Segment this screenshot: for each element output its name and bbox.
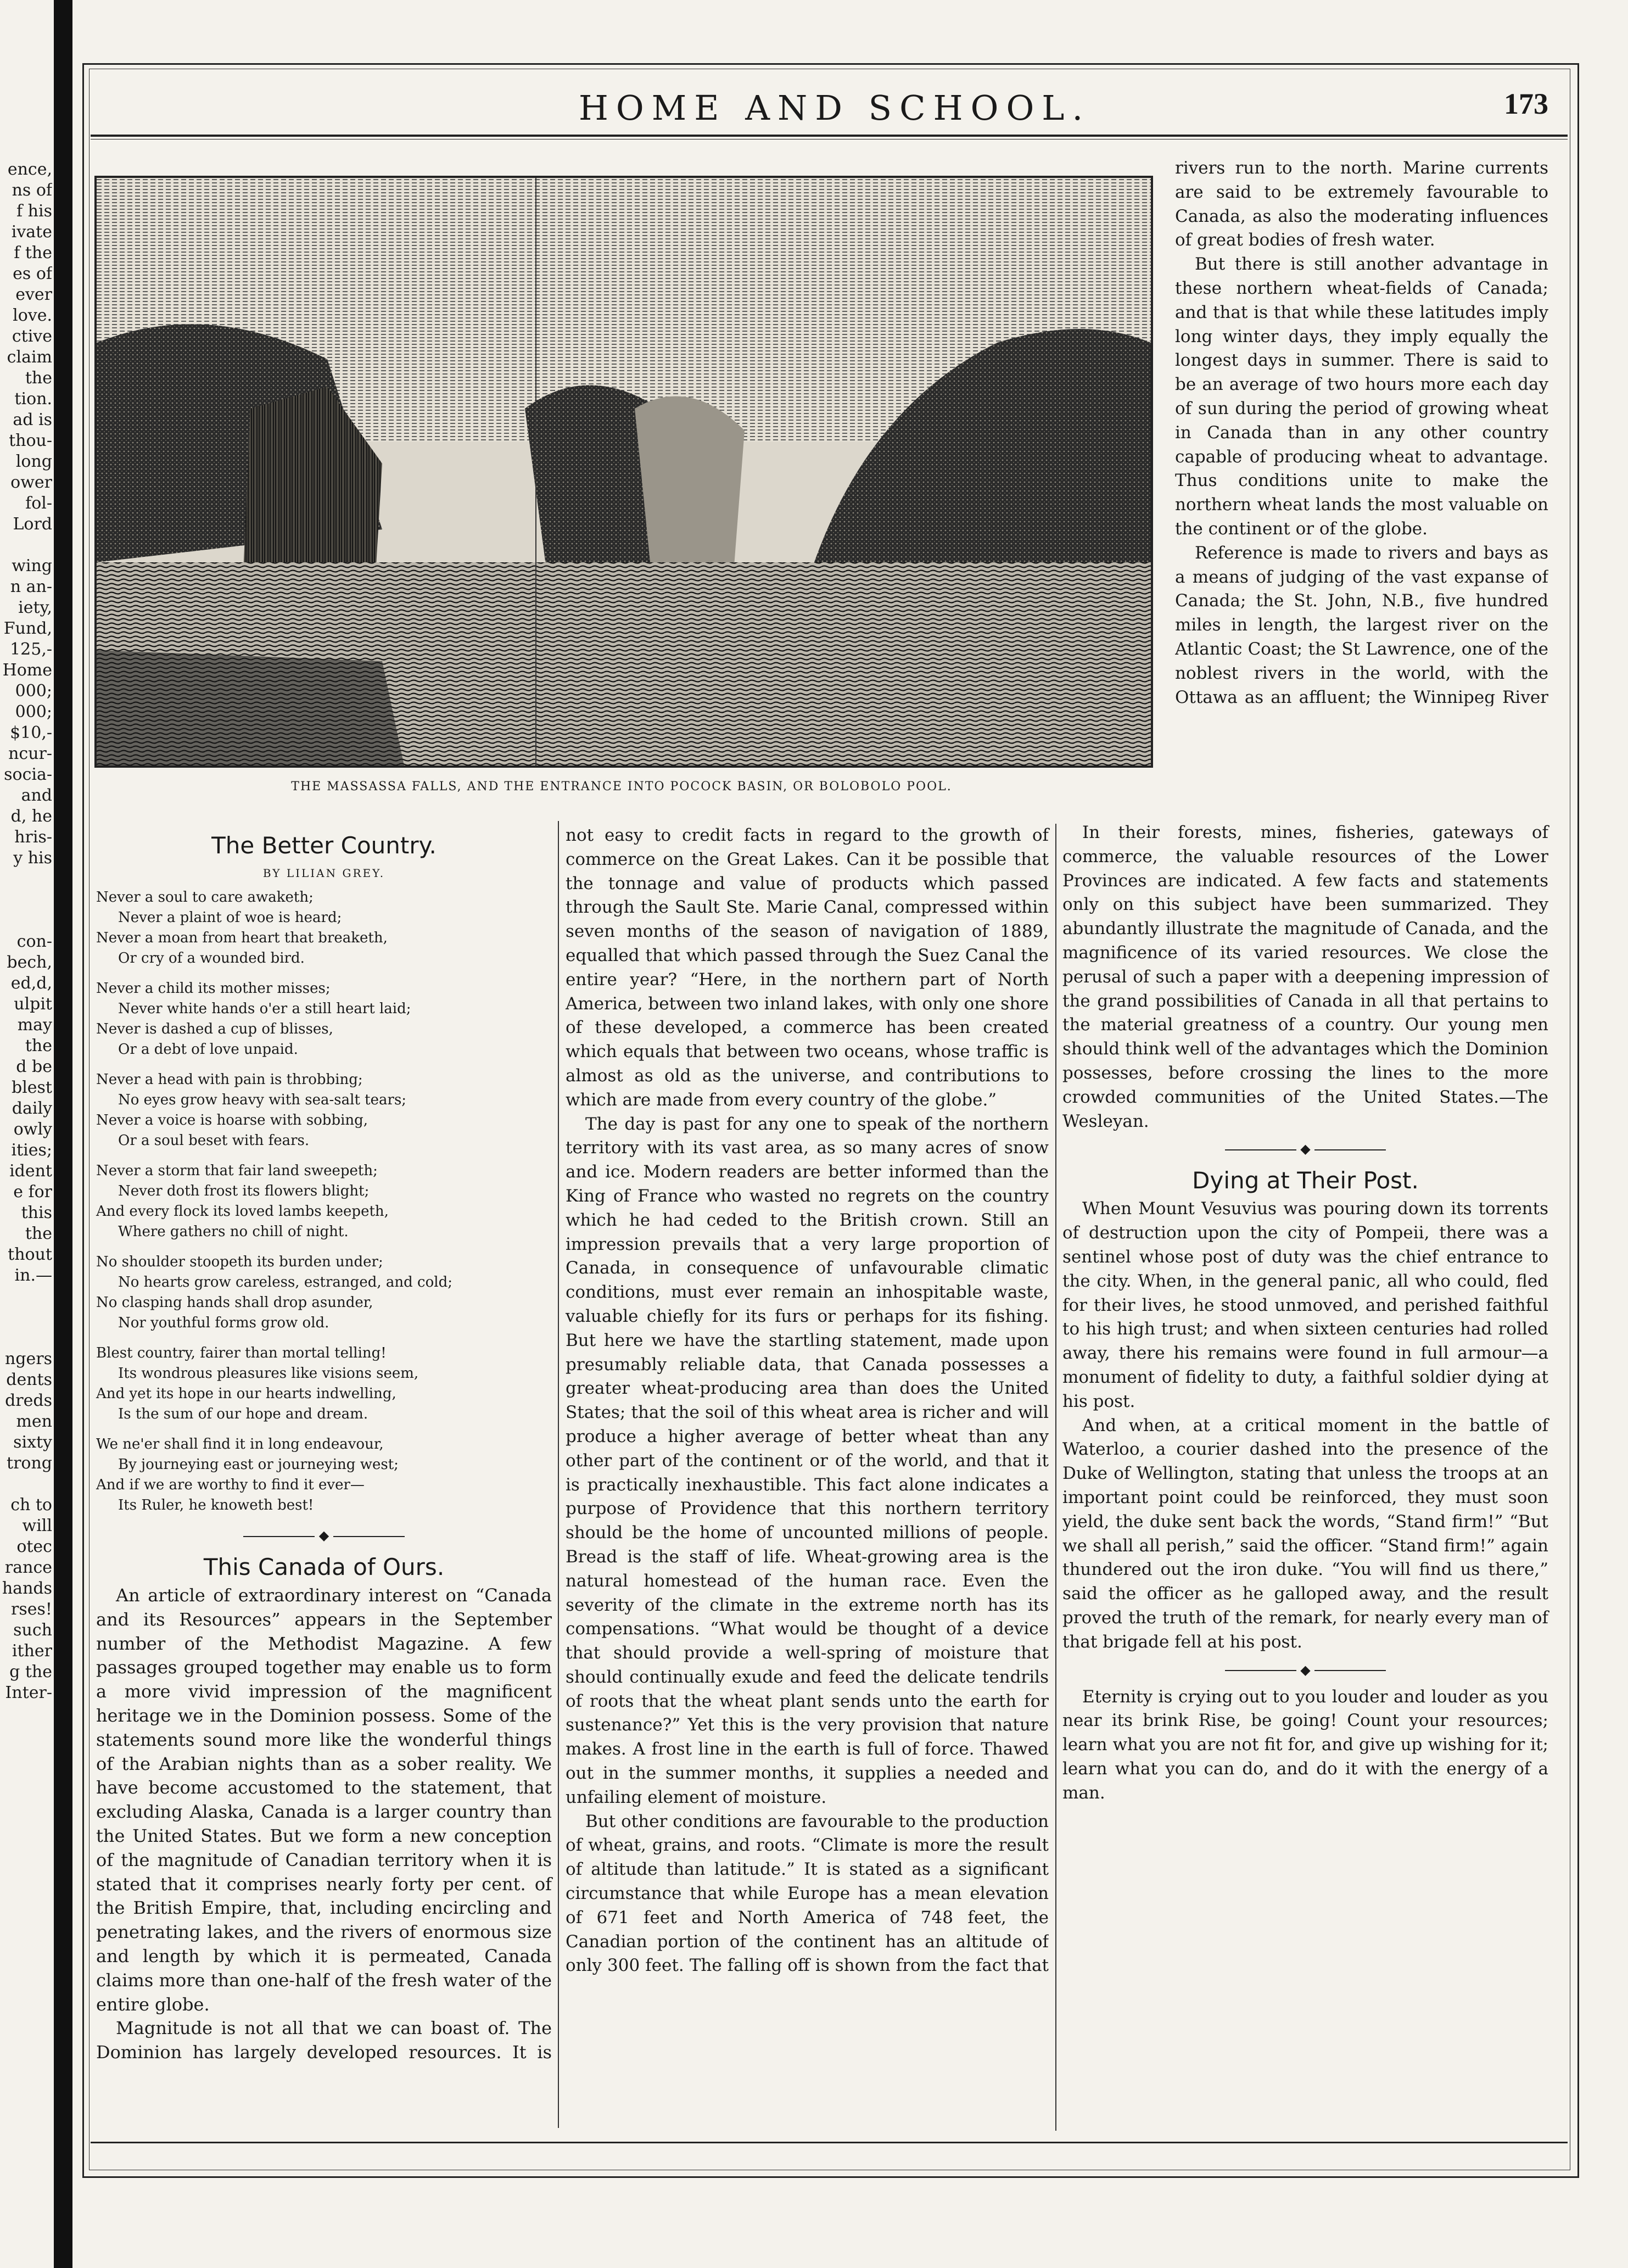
margin-fragment: tion.	[14, 389, 52, 409]
canada-paragraph: Reference is made to rivers and bays as a means of judging of the vast expanse of Canada; the St. John, N.B., five hundred miles in length, the largest river on the Atlantic Coast; the St Lawrence, one of the noblest rivers in the world, with the Ottawa as an affluent; the Winnipeg River	[1175, 543, 1548, 706]
header-rule	[91, 135, 1568, 137]
poem-stanza	[96, 1252, 552, 1333]
poem-line: Never doth frost its flowers blight;	[118, 1183, 370, 1199]
poem-stanza	[96, 1070, 552, 1151]
margin-fragment: ctive	[12, 327, 52, 346]
margin-fragment: the	[25, 1036, 52, 1055]
margin-fragment: long	[15, 452, 52, 471]
poem-stanza	[96, 1161, 552, 1242]
margin-fragment: 000;	[15, 681, 52, 701]
canada-paragraph: But other conditions are favourable to the production of wheat, grains, and roots. “Climate is more the result of altitude than latitude.” It is stated as a significant circumstance that while Europe has a mean elevation of 671 feet and North America of 748 feet, the Canadian portion of the continent has an altitude of only 300 feet. The falling off is shown from the fact that	[566, 1811, 1049, 1975]
poem-stanza	[96, 1343, 552, 1425]
footer-rule	[91, 2142, 1568, 2143]
canada-paragraph-continued: not easy to credit facts in regard to the growth of commerce on the Great Lakes. Can it be possible that the tonnage and value of products which passed through the Sault Ste. Marie Canal, compressed within seven months of the season of navigation of 1889, equalled that which passed through the Suez Canal the entire year? “Here, in the northern part of North America, between two inland lakes, with only one shore of these developed, a commerce has been created which equals that between two oceans, whose traffic is almost as old as the universe, and contributions to which are made from every country of the globe.”	[566, 825, 1049, 1110]
dying-article-title: Dying at Their Post.	[1192, 1167, 1419, 1194]
eternity-note: Eternity is crying out to you louder and louder as you near its brink Rise, be going! Count your resources; learn what you are not fit for, and give up wishing for it; learn what you can do, and do it with the energy of a man.	[1062, 1686, 1548, 1803]
margin-fragment: love.	[13, 306, 52, 325]
poem-stanza	[96, 887, 552, 969]
margin-fragment: this	[21, 1203, 52, 1222]
column-right	[1062, 821, 1548, 1805]
margin-fragment: ivate	[11, 222, 52, 242]
poem-line: Never a child its mother misses;	[96, 980, 331, 997]
page-number: 173	[1504, 87, 1548, 120]
margin-fragment: wing	[12, 556, 52, 576]
margin-fragment: owly	[13, 1120, 52, 1139]
poem-line: Or cry of a wounded bird.	[118, 950, 305, 967]
margin-fragment: the	[25, 1224, 52, 1243]
margin-fragment: n an-	[10, 577, 52, 596]
canada-paragraph: But there is still another advantage in these northern wheat-fields of Canada; and that is that while these latitudes imply long winter days, they imply equally the longest days in summer. There is said to be an average of two hours more each day of sun during the period of growing wheat in Canada than in any other country capable of producing wheat to advantage. Thus conditions unite to make the northern wheat lands the most valuable on the continent or of the globe.	[1175, 254, 1548, 539]
margin-fragment: claim	[7, 348, 52, 367]
margin-fragment: rses!	[11, 1600, 52, 1619]
margin-fragment: such	[13, 1621, 52, 1640]
engraving-illustration	[94, 176, 1153, 768]
poem-line: Never white hands o'er a still heart laid;	[118, 1001, 411, 1017]
poem-line: Never is dashed a cup of blisses,	[96, 1021, 333, 1037]
margin-fragment: socia-	[4, 765, 52, 784]
margin-fragment: dreds	[5, 1391, 52, 1410]
running-header	[99, 81, 1570, 128]
margin-fragment: ither	[12, 1641, 52, 1661]
margin-fragment: g the	[9, 1662, 52, 1682]
column-rule	[1055, 824, 1056, 2131]
poem-line: And every flock its loved lambs keepeth,	[96, 1203, 389, 1220]
poem-line: No shoulder stoopeth its burden under;	[96, 1254, 383, 1270]
margin-fragment	[0, 1286, 52, 1307]
left-shadow	[97, 650, 404, 766]
poem-title: The Better Country.	[211, 832, 437, 859]
margin-fragment: otec	[16, 1537, 52, 1556]
margin-fragment: will	[22, 1516, 52, 1535]
margin-fragment: and	[21, 786, 52, 805]
section-separator: ◆	[1062, 1660, 1548, 1680]
canada-paragraph: The day is past for any one to speak of the northern territory with its vast area, as so many acres of snow and ice. Modern readers are better informed than the King of France who wasted no regrets on the country which he had ceded to the British crown. Still an impression prevails that a very large proportion of Canada, in consequence of unfavourable climatic conditions, must ever remain an inhospitable waste, valuable chiefly for its furs or perhaps for its fishing. But here we have the startling statement, made upon presumably reliable data, that Canada possesses a greater wheat-producing area than does the United States; that the soil of this wheat area is richer and will produce a higher average of better wheat than any other part of the continent or of the world, and that it is practically inexhaustible. This fact alone indicates a purpose of Providence that this northern territory should be the home of uncounted millions of people. Bread is the staff of life. Wheat-growing area is the natural homestead of the human race. Even the severity of the climate in the extreme north has its compensations. “What would be thought of a device that should provide a well-spring of moisture that should continually exude and feed the delicate tendrils of roots that the wheat plant sends unto the earth for sustenance?” Yet this is the very provision that nature makes. A frost line in the earth is full of force. Thawed out in the summer months, it supplies a needed and unfailing element of moisture.	[566, 1114, 1049, 1807]
dying-paragraph: And when, at a critical moment in the battle of Waterloo, a courier dashed into the presence of the Duke of Wellington, stating that unless the troops at an important point could be reinforced, they must soon yield, the duke sent back the words, “Stand firm!” “But we shall all perish,” said the officer. “Stand firm!” again thundered out the iron duke. “You will find us there,” said the officer as he galloped away, and the result proved the truth of the remark, for nearly every man of that brigade fell at his post.	[1062, 1415, 1548, 1652]
margin-fragment: Lord	[13, 515, 52, 534]
margin-fragment: f his	[16, 202, 52, 221]
margin-fragment	[0, 890, 52, 910]
margin-fragment	[0, 535, 52, 556]
poem-line: Is the sum of our hope and dream.	[118, 1406, 368, 1422]
left-margin-fragments	[0, 159, 52, 1703]
poem-line: Never a plaint of woe is heard;	[118, 909, 342, 926]
margin-fragment: y his	[13, 848, 52, 868]
canada-paragraph: An article of extraordinary interest on “Canada and its Resources” appears in the September number of the Methodist Magazine. A few passages grouped together may enable us to form a more vivid impression of the magnificent heritage we in the Dominion possess. Some of the statements sound more like the wonderful things of the Arabian nights than as a sober reality. We have become accustomed to the statement, that excluding Alaska, Canada is a larger country than the United States. But we form a new conception of the magnitude of Canadian territory when it is stated that it comprises nearly forty per cent. of the British Empire, that, including encircling and penetrating lakes, and the rivers of enormous size and length by which it is permeated, Canada claims more than one-half of the fresh water of the entire globe.	[96, 1585, 552, 2015]
section-separator: ◆	[1062, 1139, 1548, 1159]
poem-line: Its Ruler, he knoweth best!	[118, 1497, 314, 1513]
column-left	[96, 829, 552, 2065]
poem-line: Blest country, fairer than mortal telling!	[96, 1345, 387, 1361]
margin-fragment: e for	[13, 1182, 52, 1202]
column-middle	[566, 824, 1049, 1975]
margin-fragment: daily	[12, 1099, 52, 1118]
column-right-top	[1175, 157, 1548, 706]
margin-fragment	[0, 869, 52, 890]
column-rule	[558, 821, 559, 2128]
margin-fragment: Fund,	[3, 619, 52, 638]
poem-line: By journeying east or journeying west;	[118, 1456, 399, 1473]
binding-edge	[54, 0, 72, 2268]
margin-fragment: ulpit	[14, 995, 52, 1014]
poem-line: Its wondrous pleasures like visions seem,	[118, 1365, 419, 1382]
margin-fragment: f the	[14, 243, 52, 262]
margin-fragment: sixty	[13, 1433, 52, 1452]
margin-fragment: ngers	[4, 1349, 52, 1368]
margin-fragment: hris-	[14, 828, 52, 847]
illustration-caption: THE MASSASSA FALLS, AND THE ENTRANCE INTO POCOCK BASIN, OR BOLOBOLO POOL.	[291, 780, 952, 794]
poem-line: Never a head with pain is throbbing;	[96, 1071, 363, 1088]
margin-fragment: fol-	[25, 494, 52, 513]
margin-fragment: es of	[13, 264, 52, 283]
margin-fragment: men	[16, 1412, 52, 1431]
margin-fragment: ad is	[13, 410, 52, 429]
poem-line: And if we are worthy to find it ever—	[96, 1477, 365, 1493]
poem-line: Where gathers no chill of night.	[118, 1224, 349, 1240]
margin-fragment: thout	[8, 1245, 52, 1264]
poem-line: No clasping hands shall drop asunder,	[96, 1294, 373, 1311]
margin-fragment: con-	[16, 932, 52, 951]
poem-line: Never a moan from heart that breaketh,	[96, 930, 388, 946]
canada-article-title: This Canada of Ours.	[203, 1554, 445, 1580]
margin-fragment: ence,	[7, 160, 52, 179]
poem-line: Or a debt of love unpaid.	[118, 1041, 298, 1058]
waterfall	[635, 396, 745, 574]
section-separator: ◆	[96, 1526, 552, 1545]
poem-byline: BY LILIAN GREY.	[262, 867, 385, 880]
margin-fragment: ities;	[11, 1141, 52, 1160]
margin-fragment: ncur-	[8, 744, 52, 763]
margin-fragment: dents	[6, 1370, 52, 1389]
margin-fragment: may	[17, 1015, 52, 1035]
journal-title: HOME AND SCHOOL.	[578, 88, 1091, 128]
margin-fragment: ch to	[10, 1495, 52, 1515]
poem-line: Never a soul to care awaketh;	[96, 889, 314, 906]
poem-line: We ne'er shall find it in long endeavour,	[96, 1436, 384, 1453]
poem-stanza	[96, 1434, 552, 1516]
margin-fragment: ident	[9, 1161, 52, 1181]
margin-fragment: ever	[15, 285, 52, 304]
margin-fragment: Home	[2, 661, 52, 680]
canada-paragraph: In their forests, mines, fisheries, gateways of commerce, the valuable resources of the Lower Provinces are indicated. A few facts and statements only on this subject have been summarized. They abundantly illustrate the magnitude of Canada, and the magnificence of its varied resources. We close the perusal of such a paper with a deepening impression of the grand possibilities of Canada in all that pertains to the material greatness of a country. Our young men should think well of the advantages which the Dominion possesses, before crossing the lines to the more crowded communities of the United States.—The Wesleyan.	[1062, 823, 1548, 1131]
margin-fragment: 000;	[15, 702, 52, 722]
margin-fragment	[0, 910, 52, 931]
margin-fragment: trong	[7, 1454, 52, 1473]
margin-fragment: blest	[11, 1078, 52, 1097]
margin-fragment: hands	[2, 1579, 52, 1598]
margin-fragment: ower	[10, 473, 52, 492]
margin-fragment: $10,-	[10, 723, 52, 742]
margin-fragment: the	[25, 368, 52, 388]
poem-line: And yet its hope in our hearts indwelling,	[96, 1386, 396, 1402]
margin-fragment: Inter-	[5, 1683, 52, 1702]
poem-line: No eyes grow heavy with sea-salt tears;	[118, 1092, 407, 1108]
margin-fragment: ns of	[12, 181, 52, 200]
margin-fragment: iety,	[18, 598, 52, 617]
margin-fragment: in.—	[14, 1266, 52, 1285]
poem-stanza	[96, 979, 552, 1060]
margin-fragment: 125,-	[10, 640, 52, 659]
margin-fragment: bech,	[7, 953, 52, 972]
margin-fragment: d, he	[10, 807, 52, 826]
canada-paragraph: Magnitude is not all that we can boast of. The Dominion has largely developed resources. It is	[96, 2018, 552, 2063]
poem-line: Never a storm that fair land sweepeth;	[96, 1163, 378, 1179]
poem-line: Nor youthful forms grow old.	[118, 1315, 329, 1331]
poem-line: No hearts grow careless, estranged, and cold;	[118, 1274, 452, 1291]
engraving-svg	[97, 178, 1151, 766]
margin-fragment	[0, 1474, 52, 1495]
margin-fragment: thou-	[9, 431, 52, 450]
canada-paragraph-continued: rivers run to the north. Marine currents are said to be extremely favourable to Canada, as also the moderating influences of great bodies of fresh water.	[1175, 158, 1548, 250]
poem-line: Never a voice is hoarse with sobbing,	[96, 1112, 368, 1129]
margin-fragment	[0, 1307, 52, 1328]
poem-body	[96, 887, 552, 1516]
dying-paragraph: When Mount Vesuvius was pouring down its torrents of destruction upon the city of Pompeii, there was a sentinel whose post of duty was the chief entrance to the city. When, in the general panic, all who could, fled for their lives, he stood unmoved, and perished faithful to his high trust; and when sixteen centuries had rolled away, there his remains were found in full armour—a monument of fidelity to duty, a faithful soldier dying at his post.	[1062, 1199, 1548, 1411]
margin-fragment	[0, 1328, 52, 1349]
margin-fragment: d be	[16, 1057, 52, 1076]
poem-line: Or a soul beset with fears.	[118, 1132, 310, 1149]
margin-fragment: ed,d,	[10, 974, 52, 993]
margin-fragment: rance	[4, 1558, 52, 1577]
